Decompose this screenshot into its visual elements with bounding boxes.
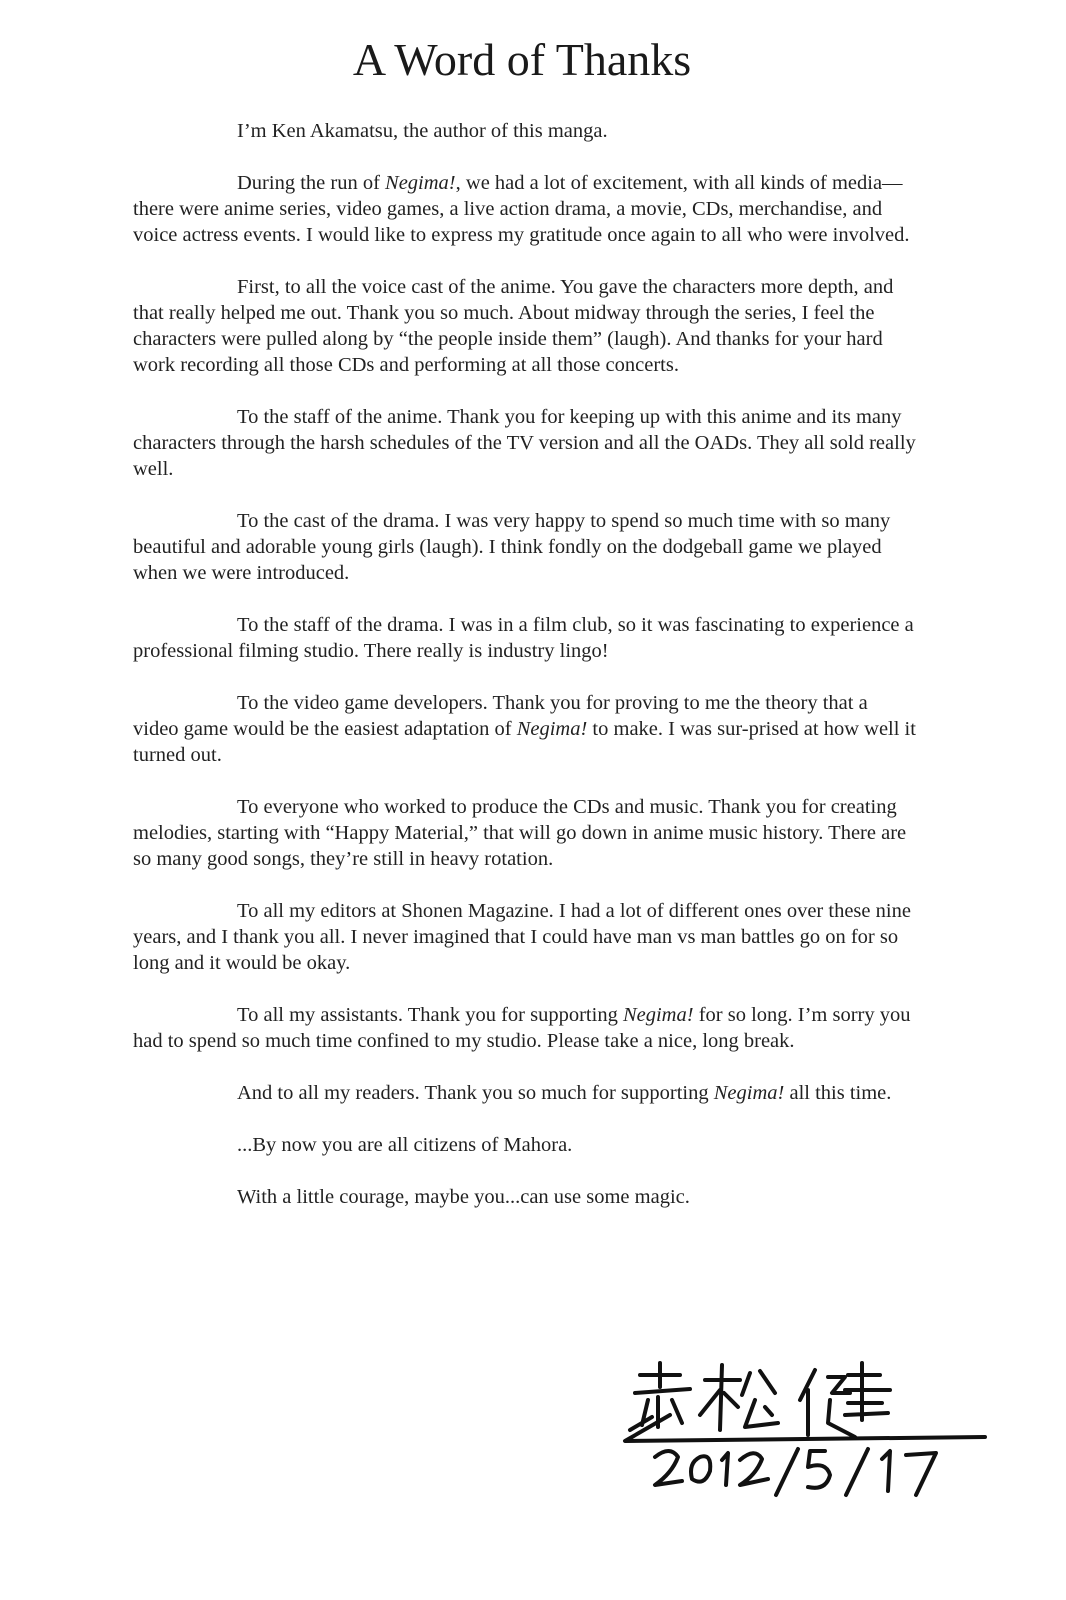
paragraph-intro — [133, 118, 918, 144]
paragraph-text: To all my editors at Shonen Magazine. I had a lot of different ones over these nine years, and I thank you all. I never imagined that I could have man vs man battles go on for so long and it would be okay. — [133, 900, 911, 974]
paragraph-editors — [133, 898, 918, 976]
paragraph-text: To the cast of the drama. I was very happy to spend so much time with so many beautiful and adorable young girls (laugh). I think fondly on the dodgeball game we played when we were introduced. — [133, 510, 891, 584]
paragraph-drama-staff — [133, 612, 918, 664]
paragraph-game-devs — [133, 690, 918, 768]
paragraph-text: I’m Ken Akamatsu, the author of this manga. — [237, 120, 608, 142]
paragraph-text: To the staff of the anime. Thank you for keeping up with this anime and its many characters through the harsh schedules of the TV version and all the OADs. They all sold really well. — [133, 406, 916, 480]
paragraph-text: for so long. I’m sorry you had to spend so much time confined to my studio. Please take a nice, long break. — [133, 1004, 911, 1052]
author-signature — [600, 1345, 1000, 1525]
paragraph-drama-cast — [133, 508, 918, 586]
paragraph-voice-cast — [133, 274, 918, 378]
letter-body — [133, 118, 918, 1236]
paragraph-text: all this time. — [784, 1082, 892, 1104]
paragraph-magic — [133, 1184, 918, 1210]
paragraph-media — [133, 170, 918, 248]
paragraph-text: To all my assistants. Thank you for supporting — [237, 1004, 623, 1026]
italic-title: Negima! — [622, 1004, 694, 1026]
paragraph-music — [133, 794, 918, 872]
paragraph-anime-staff — [133, 404, 918, 482]
italic-title: Negima! — [516, 718, 588, 740]
paragraph-text: To everyone who worked to produce the CDs and music. Thank you for creating melodies, starting with “Happy Material,” that will go down in anime music history. There are so many good songs, they’re still in heavy rotation. — [133, 796, 907, 870]
paragraph-text: to make. I was sur-prised at how well it turned out. — [133, 718, 916, 766]
paragraph-text: , we had a lot of excitement, with all kinds of media—there were anime series, video games, a live action drama, a movie, CDs, merchandise, and voice actress events. I would like to express my gratitude once again to all who were involved. — [133, 172, 910, 246]
paragraph-readers — [133, 1080, 918, 1106]
italic-title: Negima! — [713, 1082, 785, 1104]
paragraph-text: ...By now you are all citizens of Mahora. — [237, 1134, 573, 1156]
paragraph-text: With a little courage, maybe you...can use some magic. — [237, 1186, 690, 1208]
page-title: A Word of Thanks — [352, 34, 692, 85]
paragraph-text: And to all my readers. Thank you so much for supporting — [237, 1082, 714, 1104]
paragraph-text: To the video game developers. Thank you for proving to me the theory that a video game would be the easiest adaptation of — [133, 692, 868, 740]
italic-title: Negima! — [385, 172, 456, 194]
paragraph-text: To the staff of the drama. I was in a film club, so it was fascinating to experience a professional filming studio. There really is industry lingo! — [133, 614, 914, 662]
paragraph-text: During the run of — [237, 172, 386, 194]
paragraph-text: First, to all the voice cast of the anime. You gave the characters more depth, and that really helped me out. Thank you so much. About midway through the series, I feel the characters were pulled along by “the people inside them” (laugh). And thanks for your hard work recording all those CDs and performing at all those concerts. — [133, 276, 894, 376]
paragraph-citizens — [133, 1132, 918, 1158]
paragraph-assistants — [133, 1002, 918, 1054]
